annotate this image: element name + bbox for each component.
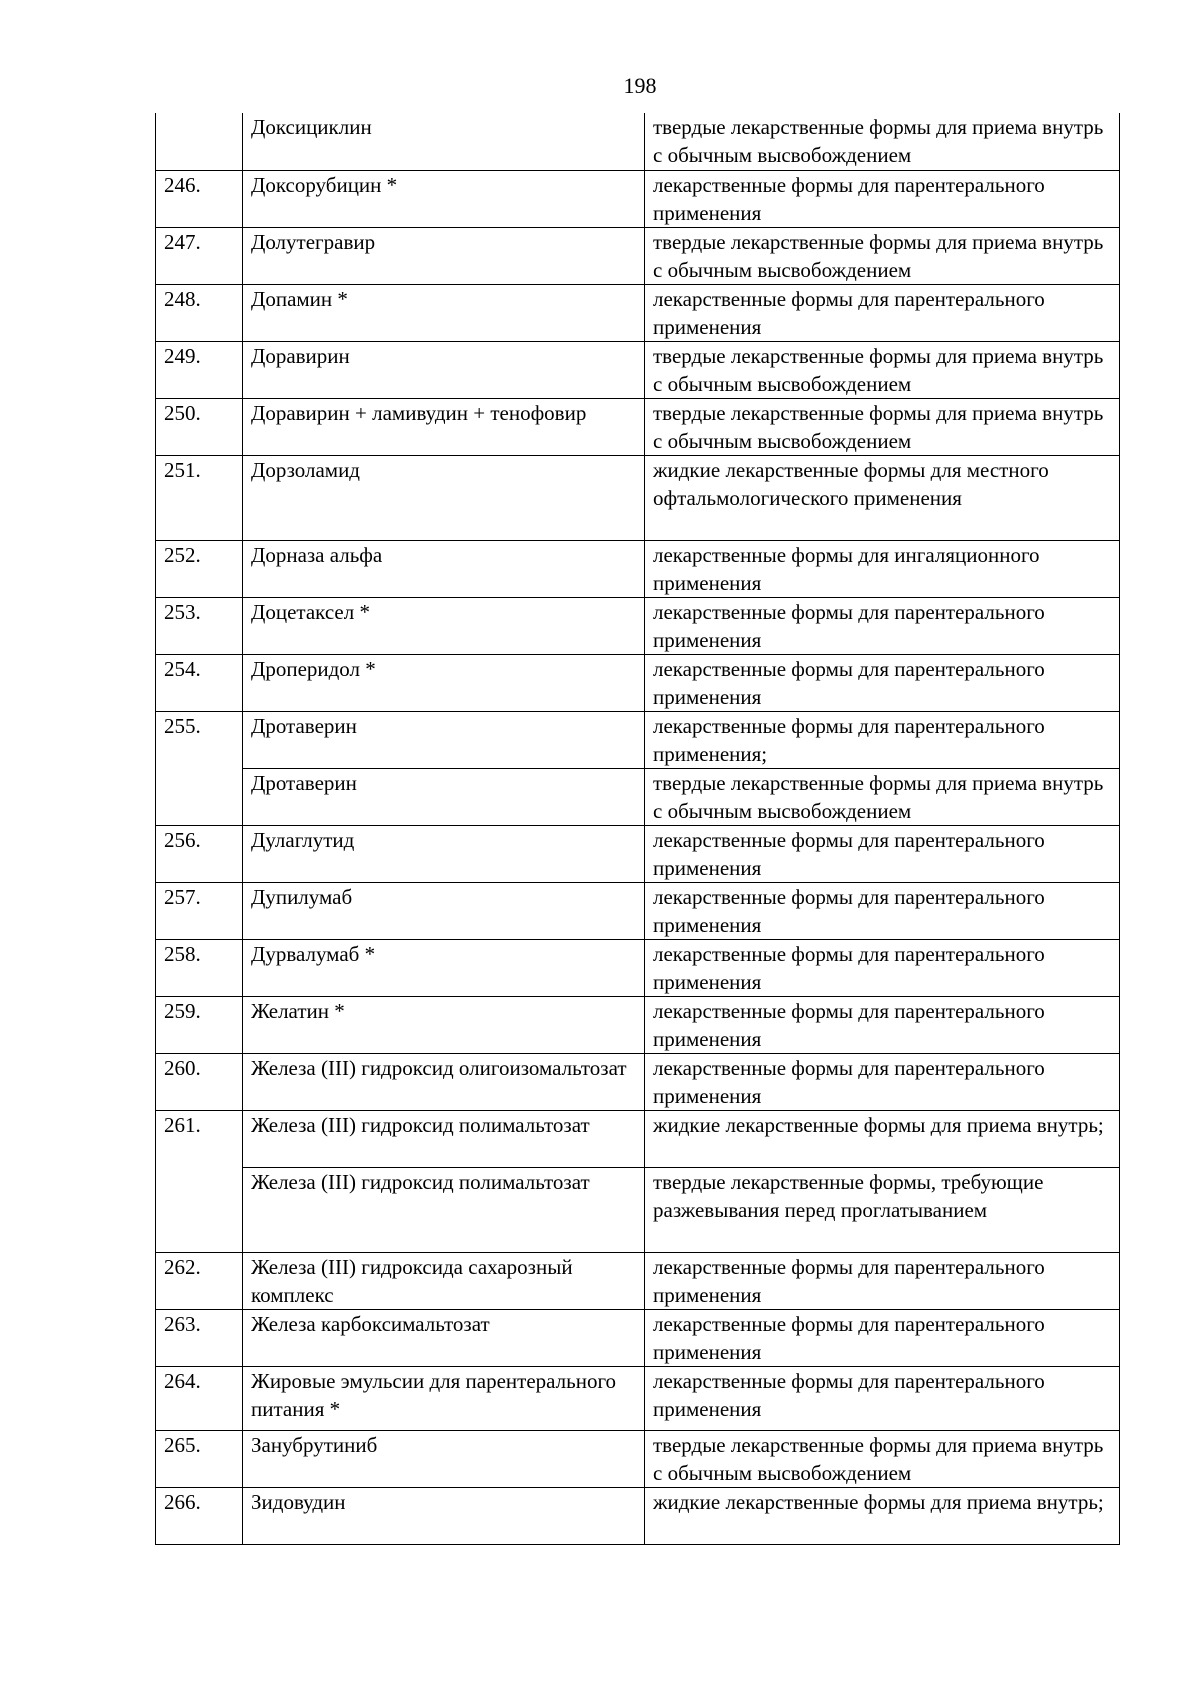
page-number: 198: [623, 73, 657, 98]
dosage-form: лекарственные формы для парентерального применения: [645, 284, 1120, 341]
row-number: 254.: [156, 654, 243, 711]
dosage-form: твердые лекарственные формы для приема внутрь с обычным высвобождением: [645, 398, 1120, 455]
row-number: 265.: [156, 1430, 243, 1487]
table-row: [156, 1167, 1120, 1252]
dosage-form: твердые лекарственные формы для приема внутрь с обычным высвобождением: [645, 341, 1120, 398]
table-row: [156, 597, 1120, 654]
table-row: [156, 1309, 1120, 1366]
dosage-form: лекарственные формы для парентерального применения;: [645, 711, 1120, 768]
table-row: [156, 1366, 1120, 1430]
dosage-form: твердые лекарственные формы, требующие разжевывания перед проглатыванием: [645, 1167, 1120, 1252]
row-number: 260.: [156, 1053, 243, 1110]
row-number: 264.: [156, 1366, 243, 1430]
drug-name: Дротаверин: [243, 711, 645, 768]
drug-name: Зидовудин: [243, 1487, 645, 1544]
table-row: [156, 1430, 1120, 1487]
drug-name: Доравирин: [243, 341, 645, 398]
row-number: 256.: [156, 825, 243, 882]
dosage-form: лекарственные формы для парентерального применения: [645, 882, 1120, 939]
drug-name: Дулаглутид: [243, 825, 645, 882]
drug-name: Дорзоламид: [243, 455, 645, 540]
row-number: 263.: [156, 1309, 243, 1366]
dosage-form: лекарственные формы для парентерального применения: [645, 654, 1120, 711]
table-row: [156, 996, 1120, 1053]
table-row: [156, 1110, 1120, 1167]
dosage-form: лекарственные формы для парентерального применения: [645, 1252, 1120, 1309]
drug-name: Дроперидол *: [243, 654, 645, 711]
dosage-form: лекарственные формы для парентерального применения: [645, 939, 1120, 996]
drug-name: Дротаверин: [243, 768, 645, 825]
table-row: [156, 654, 1120, 711]
table-row: [156, 227, 1120, 284]
table-row: [156, 882, 1120, 939]
table-row: [156, 113, 1120, 170]
drug-name: Доксициклин: [243, 113, 645, 170]
dosage-form: лекарственные формы для парентерального применения: [645, 170, 1120, 227]
row-number: 262.: [156, 1252, 243, 1309]
dosage-form: твердые лекарственные формы для приема внутрь с обычным высвобождением: [645, 113, 1120, 170]
drug-name: Доксорубицин *: [243, 170, 645, 227]
dosage-form: лекарственные формы для парентерального применения: [645, 1053, 1120, 1110]
table-row: [156, 711, 1120, 768]
table-row: [156, 455, 1120, 540]
table-row: [156, 398, 1120, 455]
drug-name: Долутегравир: [243, 227, 645, 284]
dosage-form: лекарственные формы для парентерального применения: [645, 1366, 1120, 1430]
table-row: [156, 284, 1120, 341]
drug-name: Доравирин + ламивудин + тенофовир: [243, 398, 645, 455]
row-number: 258.: [156, 939, 243, 996]
row-number: 248.: [156, 284, 243, 341]
dosage-form: твердые лекарственные формы для приема внутрь с обычным высвобождением: [645, 227, 1120, 284]
dosage-form: лекарственные формы для парентерального применения: [645, 996, 1120, 1053]
drug-name: Железа (III) гидроксид полимальтозат: [243, 1110, 645, 1167]
dosage-form: жидкие лекарственные формы для приема внутрь;: [645, 1487, 1120, 1544]
drug-name: Дорназа альфа: [243, 540, 645, 597]
drug-name: Занубрутиниб: [243, 1430, 645, 1487]
drug-name: Железа (III) гидроксида сахарозный комплекс: [243, 1252, 645, 1309]
drug-name: Дупилумаб: [243, 882, 645, 939]
row-number: 251.: [156, 455, 243, 540]
row-number: 249.: [156, 341, 243, 398]
row-number: 252.: [156, 540, 243, 597]
table-row: [156, 825, 1120, 882]
table-row: [156, 939, 1120, 996]
row-number: [156, 113, 243, 170]
dosage-form: жидкие лекарственные формы для местного офтальмологического применения: [645, 455, 1120, 540]
table-row: [156, 540, 1120, 597]
drug-table: [155, 113, 1120, 1545]
dosage-form: лекарственные формы для парентерального применения: [645, 1309, 1120, 1366]
table-row: [156, 1252, 1120, 1309]
table-row: [156, 1053, 1120, 1110]
table-row: [156, 170, 1120, 227]
row-number: 250.: [156, 398, 243, 455]
dosage-form: твердые лекарственные формы для приема внутрь с обычным высвобождением: [645, 768, 1120, 825]
dosage-form: жидкие лекарственные формы для приема внутрь;: [645, 1110, 1120, 1167]
drug-name: Жировые эмульсии для парентерального питания *: [243, 1366, 645, 1430]
drug-name: Железа (III) гидроксид олигоизомальтозат: [243, 1053, 645, 1110]
drug-name: Допамин *: [243, 284, 645, 341]
table-row: [156, 341, 1120, 398]
row-number: 255.: [156, 711, 243, 825]
row-number: 261.: [156, 1110, 243, 1252]
row-number: 257.: [156, 882, 243, 939]
row-number: 246.: [156, 170, 243, 227]
drug-name: Желатин *: [243, 996, 645, 1053]
drug-name: Железа карбоксимальтозат: [243, 1309, 645, 1366]
row-number: 247.: [156, 227, 243, 284]
drug-name: Дурвалумаб *: [243, 939, 645, 996]
dosage-form: лекарственные формы для парентерального применения: [645, 825, 1120, 882]
row-number: 259.: [156, 996, 243, 1053]
table-row: [156, 1487, 1120, 1544]
drug-name: Доцетаксел *: [243, 597, 645, 654]
row-number: 253.: [156, 597, 243, 654]
dosage-form: твердые лекарственные формы для приема внутрь с обычным высвобождением: [645, 1430, 1120, 1487]
table-row: [156, 768, 1120, 825]
dosage-form: лекарственные формы для парентерального применения: [645, 597, 1120, 654]
dosage-form: лекарственные формы для ингаляционного применения: [645, 540, 1120, 597]
drug-name: Железа (III) гидроксид полимальтозат: [243, 1167, 645, 1252]
row-number: 266.: [156, 1487, 243, 1544]
